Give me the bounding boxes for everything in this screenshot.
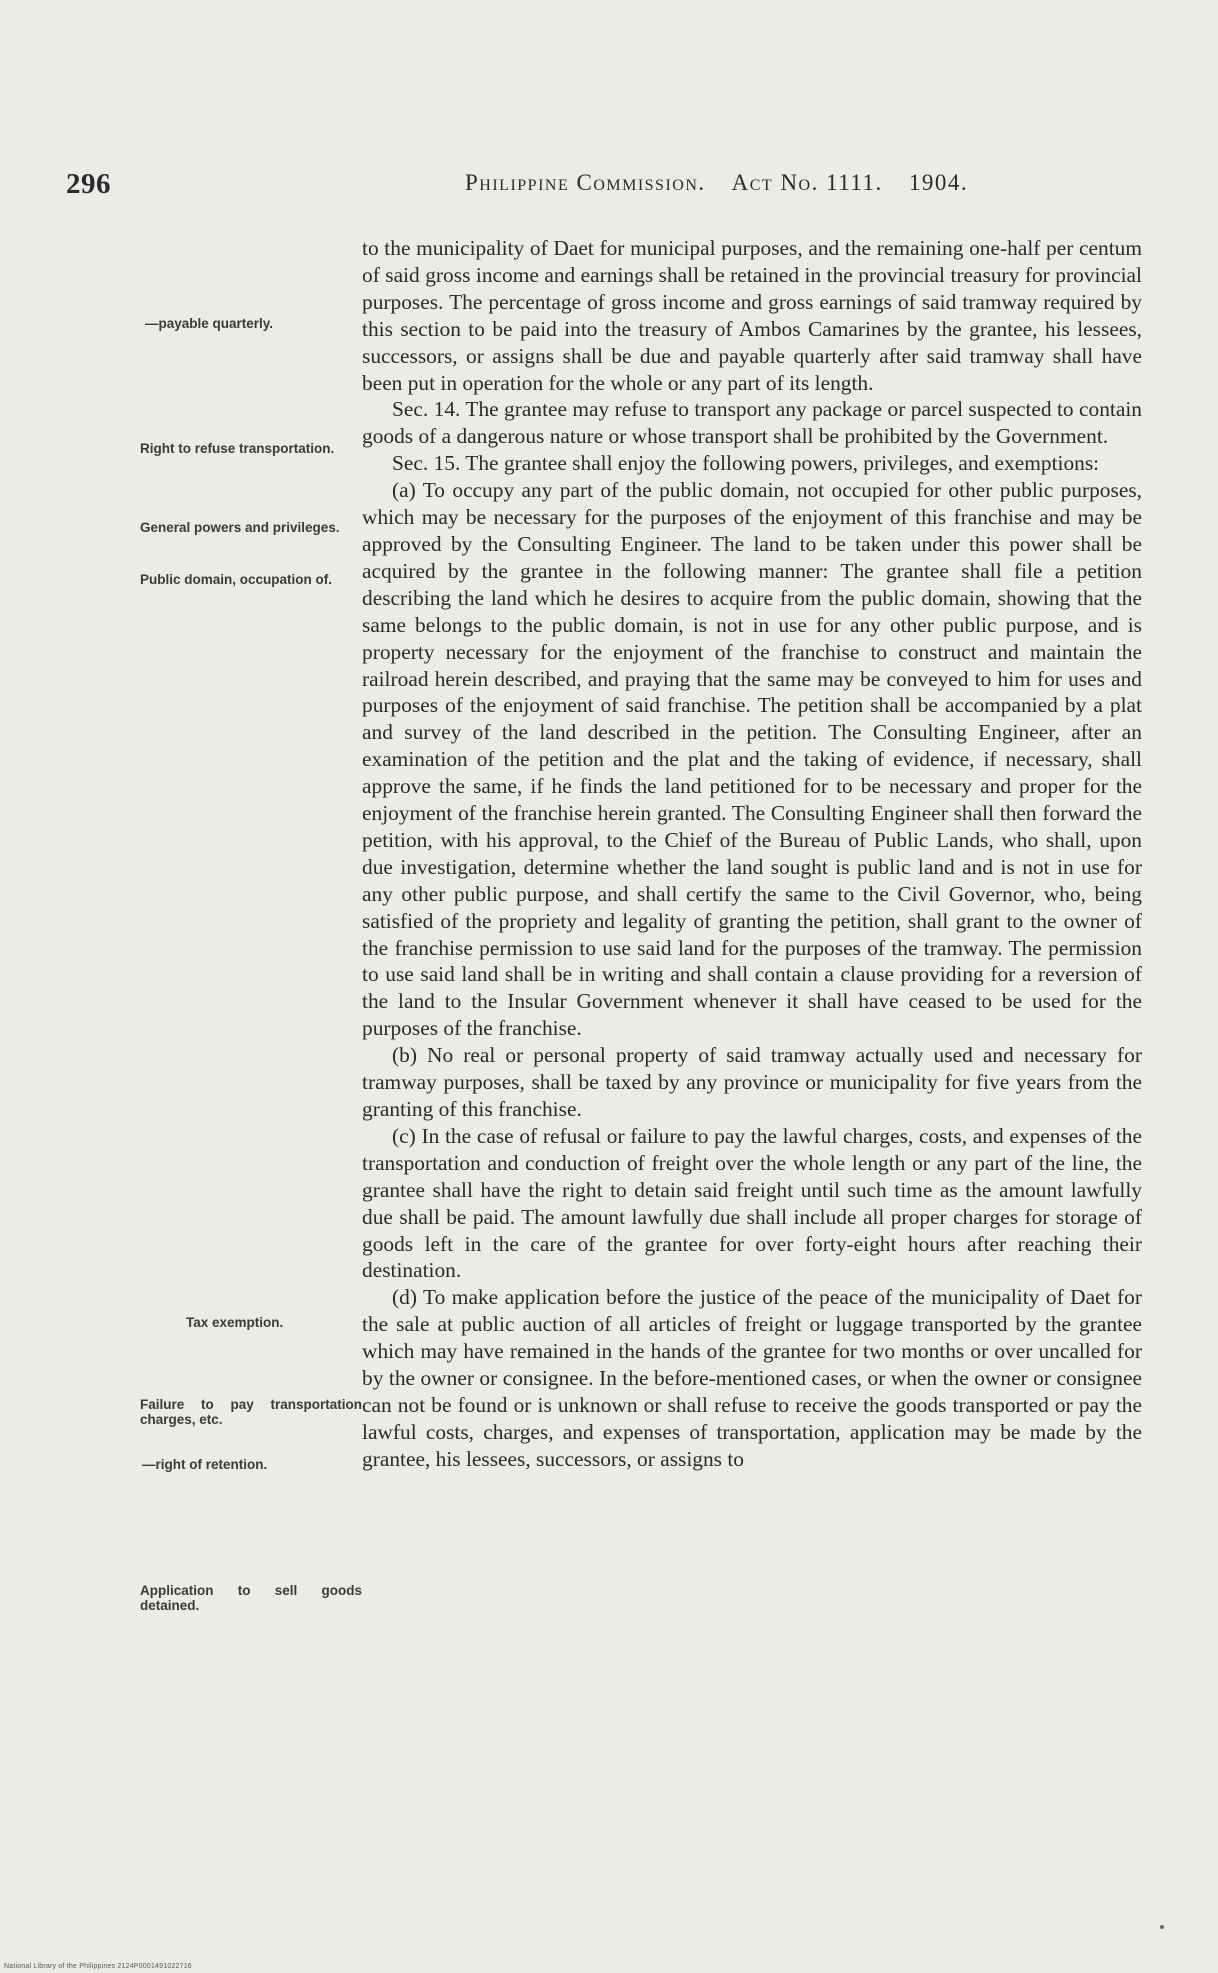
year: 1904. xyxy=(908,170,969,195)
publisher-title: Philippine Commission. xyxy=(465,170,706,195)
paragraph: Sec. 14. The grantee may refuse to transport any package or parcel suspected to contain goods of a dangerous nature or whose transport shall be prohibited by the Government. xyxy=(362,397,1142,449)
paragraph: to the municipality of Daet for municipal purposes, and the remaining one-half per centum of said gross income and earnings shall be retained in the provincial treasury for provincial purposes. The percentage of gross income and gross earnings of said tramway required by this section to be paid into the treasury of Ambos Camarines by the grantee, his lessees, successors, or assigns shall be due and payable quarterly after said tramway shall have been put in operation for the whole or any part of its length. xyxy=(362,236,1142,395)
paragraph: (c) In the case of refusal or failure to pay the lawful charges, costs, and expenses of the transportation and conduction of freight over the whole length or any part of the line, the grantee shall have the right to detain said freight until such time as the amount lawfully due shall be paid. The amount lawfully due shall include all proper charges for storage of goods left in the care of the grantee for over forty-eight hours after reaching their destination. xyxy=(362,1123,1142,1283)
paragraph: Sec. 15. The grantee shall enjoy the following powers, privileges, and exemptions: xyxy=(392,451,1100,476)
margin-note: Failure to pay transportation charges, etc. xyxy=(140,1397,362,1427)
margin-note: —right of retention. xyxy=(142,1457,268,1472)
margin-note: Tax exemption. xyxy=(186,1315,284,1330)
margin-note: Public domain, occupation of. xyxy=(140,572,333,587)
running-head xyxy=(465,170,968,196)
page-number: 296 xyxy=(66,168,111,200)
margin-note: —payable quarterly. xyxy=(145,316,274,331)
margin-note: Application to sell goods detained. xyxy=(140,1583,362,1613)
paragraph: (d) To make application before the justice of the peace of the municipality of Daet for the sale at public auction of all articles of freight or luggage transported by the grantee which may have remained in the hands of the grantee for two months or over uncalled for by the owner or consignee. In the before-mentioned cases, or when the owner or consignee can not be found or is unknown or shall refuse to receive the goods transported or pay the lawful costs, charges, and expenses of transportation, application may be made by the grantee, his lessees, successors, or assigns to xyxy=(362,1285,1142,1471)
paragraph: (b) No real or personal property of said tramway actually used and necessary for tramway purposes, shall be taxed by any province or municipality for five years from the granting of this franchise. xyxy=(362,1043,1142,1121)
body-text xyxy=(362,235,1142,1473)
act-number: Act No. 1111. xyxy=(731,170,883,195)
paragraph: (a) To occupy any part of the public domain, not occupied for other public purposes, which may be necessary for the purposes of the enjoyment of this franchise and may be approved by the Consulting Engineer. The land to be taken under this power shall be acquired by the grantee in the following manner: The grantee shall file a petition describing the land which he desires to acquire from the public domain, showing that the same belongs to the public domain, is not in use for any other public purpose, and is property necessary for the enjoyment of the franchise to construct and maintain the railroad herein described, and praying that the same may be conveyed to him for uses and purposes of the enjoyment of said franchise. The petition shall be accompanied by a plat and survey of the land described in the petition. The Consulting Engineer, after an examination of the petition and the plat and the taking of evidence, if necessary, shall approve the same, if he finds the land petitioned for to be necessary and proper for the enjoyment of the franchise herein granted. The Consulting Engineer shall then forward the petition, with his approval, to the Chief of the Bureau of Public Lands, who shall, upon due investigation, determine whether the land sought is public land and is not in use for any other public purpose, and shall certify the same to the Civil Governor, who, being satisfied of the propriety and legality of granting the petition, shall grant to the owner of the franchise permission to use said land for the purposes of the tramway. The permission to use said land shall be in writing and shall contain a clause providing for a reversion of the land to the Insular Government whenever it shall have ceased to be used for the purposes of the franchise. xyxy=(362,478,1142,1041)
margin-note: General powers and privileges. xyxy=(140,520,340,535)
margin-note: Right to refuse transportation. xyxy=(140,441,335,456)
footer-stamp: National Library of the Philippines 2124P0001491022716 xyxy=(4,1963,192,1970)
paper-speck xyxy=(1160,1925,1164,1929)
